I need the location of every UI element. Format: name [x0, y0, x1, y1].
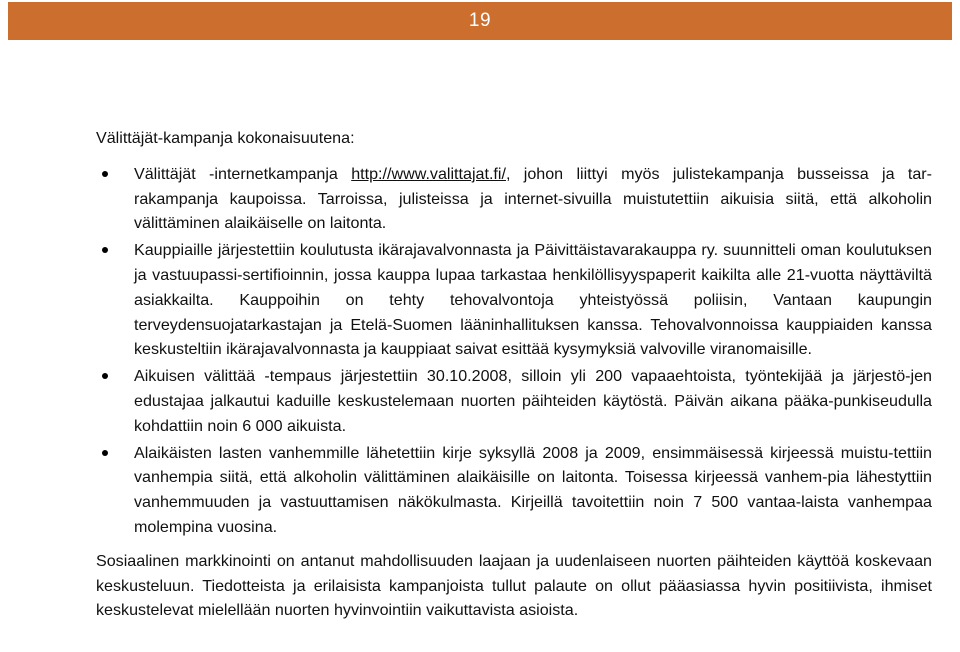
document-body	[96, 126, 932, 623]
bullet-icon	[102, 450, 108, 456]
list-item-text: , johon liittyi myös julistekampanja busseissa ja tar-rakampanja kaupoissa. Tarroissa, julisteissa ja internet-sivuilla muistutettiin aikuisia siitä, että alkoholin välittäminen alaikäiselle on laitonta.	[134, 164, 932, 233]
list-item-text: Alaikäisten lasten vanhemmille lähetettiin kirje syksyllä 2008 ja 2009, ensimmäisessä kirjeessä muistu-tettiin vanhempia siitä, että alkoholin välittäminen alaikäisille on laitonta. Toisessa kirjeessä vanhem-pia lähestyttiin vanhemmuuden ja vastuuttamisen näkökulmasta. Kirjeillä tavoitettiin noin 7 500 vantaa-laista vanhempaa molempina vuosina.	[134, 443, 932, 536]
campaign-link[interactable]: http://www.valittajat.fi/	[351, 164, 506, 183]
bullet-icon	[102, 171, 108, 177]
page-header-bar	[8, 2, 952, 40]
page-number: 19	[468, 10, 492, 31]
list-item	[96, 238, 932, 362]
bullet-list	[96, 162, 932, 540]
bullet-icon	[102, 373, 108, 379]
list-item	[96, 441, 932, 540]
list-item	[96, 364, 932, 438]
bullet-icon	[102, 247, 108, 253]
list-item-text: Välittäjät -internetkampanja	[134, 164, 352, 183]
list-item-text: Aikuisen välittää -tempaus järjestettiin 30.10.2008, silloin yli 200 vapaaehtoista, työntekijää ja järjestö-jen edustajaa jalkautui kaduille keskustelemaan nuorten päihteiden käytöstä. Päivän aikana pääka-punkiseudulla kohdattiin noin 6 000 aikuista.	[134, 367, 932, 435]
list-item-text: Kauppiaille järjestettiin koulutusta ikärajavalvonnasta ja Päivittäistavarakauppa ry. suunnitteli oman koulutuksen ja vastuupassi-sertifioinnin, jossa kauppa lupaa tarkastaa henkilöllisyyspaperit kaikilta alle 21-vuotta näyttäviltä asiakkailta. Kauppoihin on tehty tehovalvontoja yhteistyössä poliisin, Vantaan kaupungin terveydensuojatarkastajan ja Etelä-Suomen lääninhallituksen kanssa. Tehovalvonnoissa kauppiaiden kanssa keskusteltiin ikärajavalvonnasta ja kauppiaat saivat esittää kysymyksiä valvoville viranomaisille.	[134, 241, 932, 359]
closing-paragraph: Sosiaalinen markkinointi on antanut mahdollisuuden laajaan ja uudenlaiseen nuorten päihteiden käyttöä koskevaan keskusteluun. Tiedotteista ja erilaisista kampanjoista tullut palaute on ollut pääasiassa hyvin positiivista, ihmiset keskustelevat mielellään nuorten hyvinvointiin vaikuttavista asioista.	[96, 551, 932, 620]
section-intro: Välittäjät-kampanja kokonaisuutena:	[96, 129, 355, 147]
list-item	[96, 162, 932, 236]
